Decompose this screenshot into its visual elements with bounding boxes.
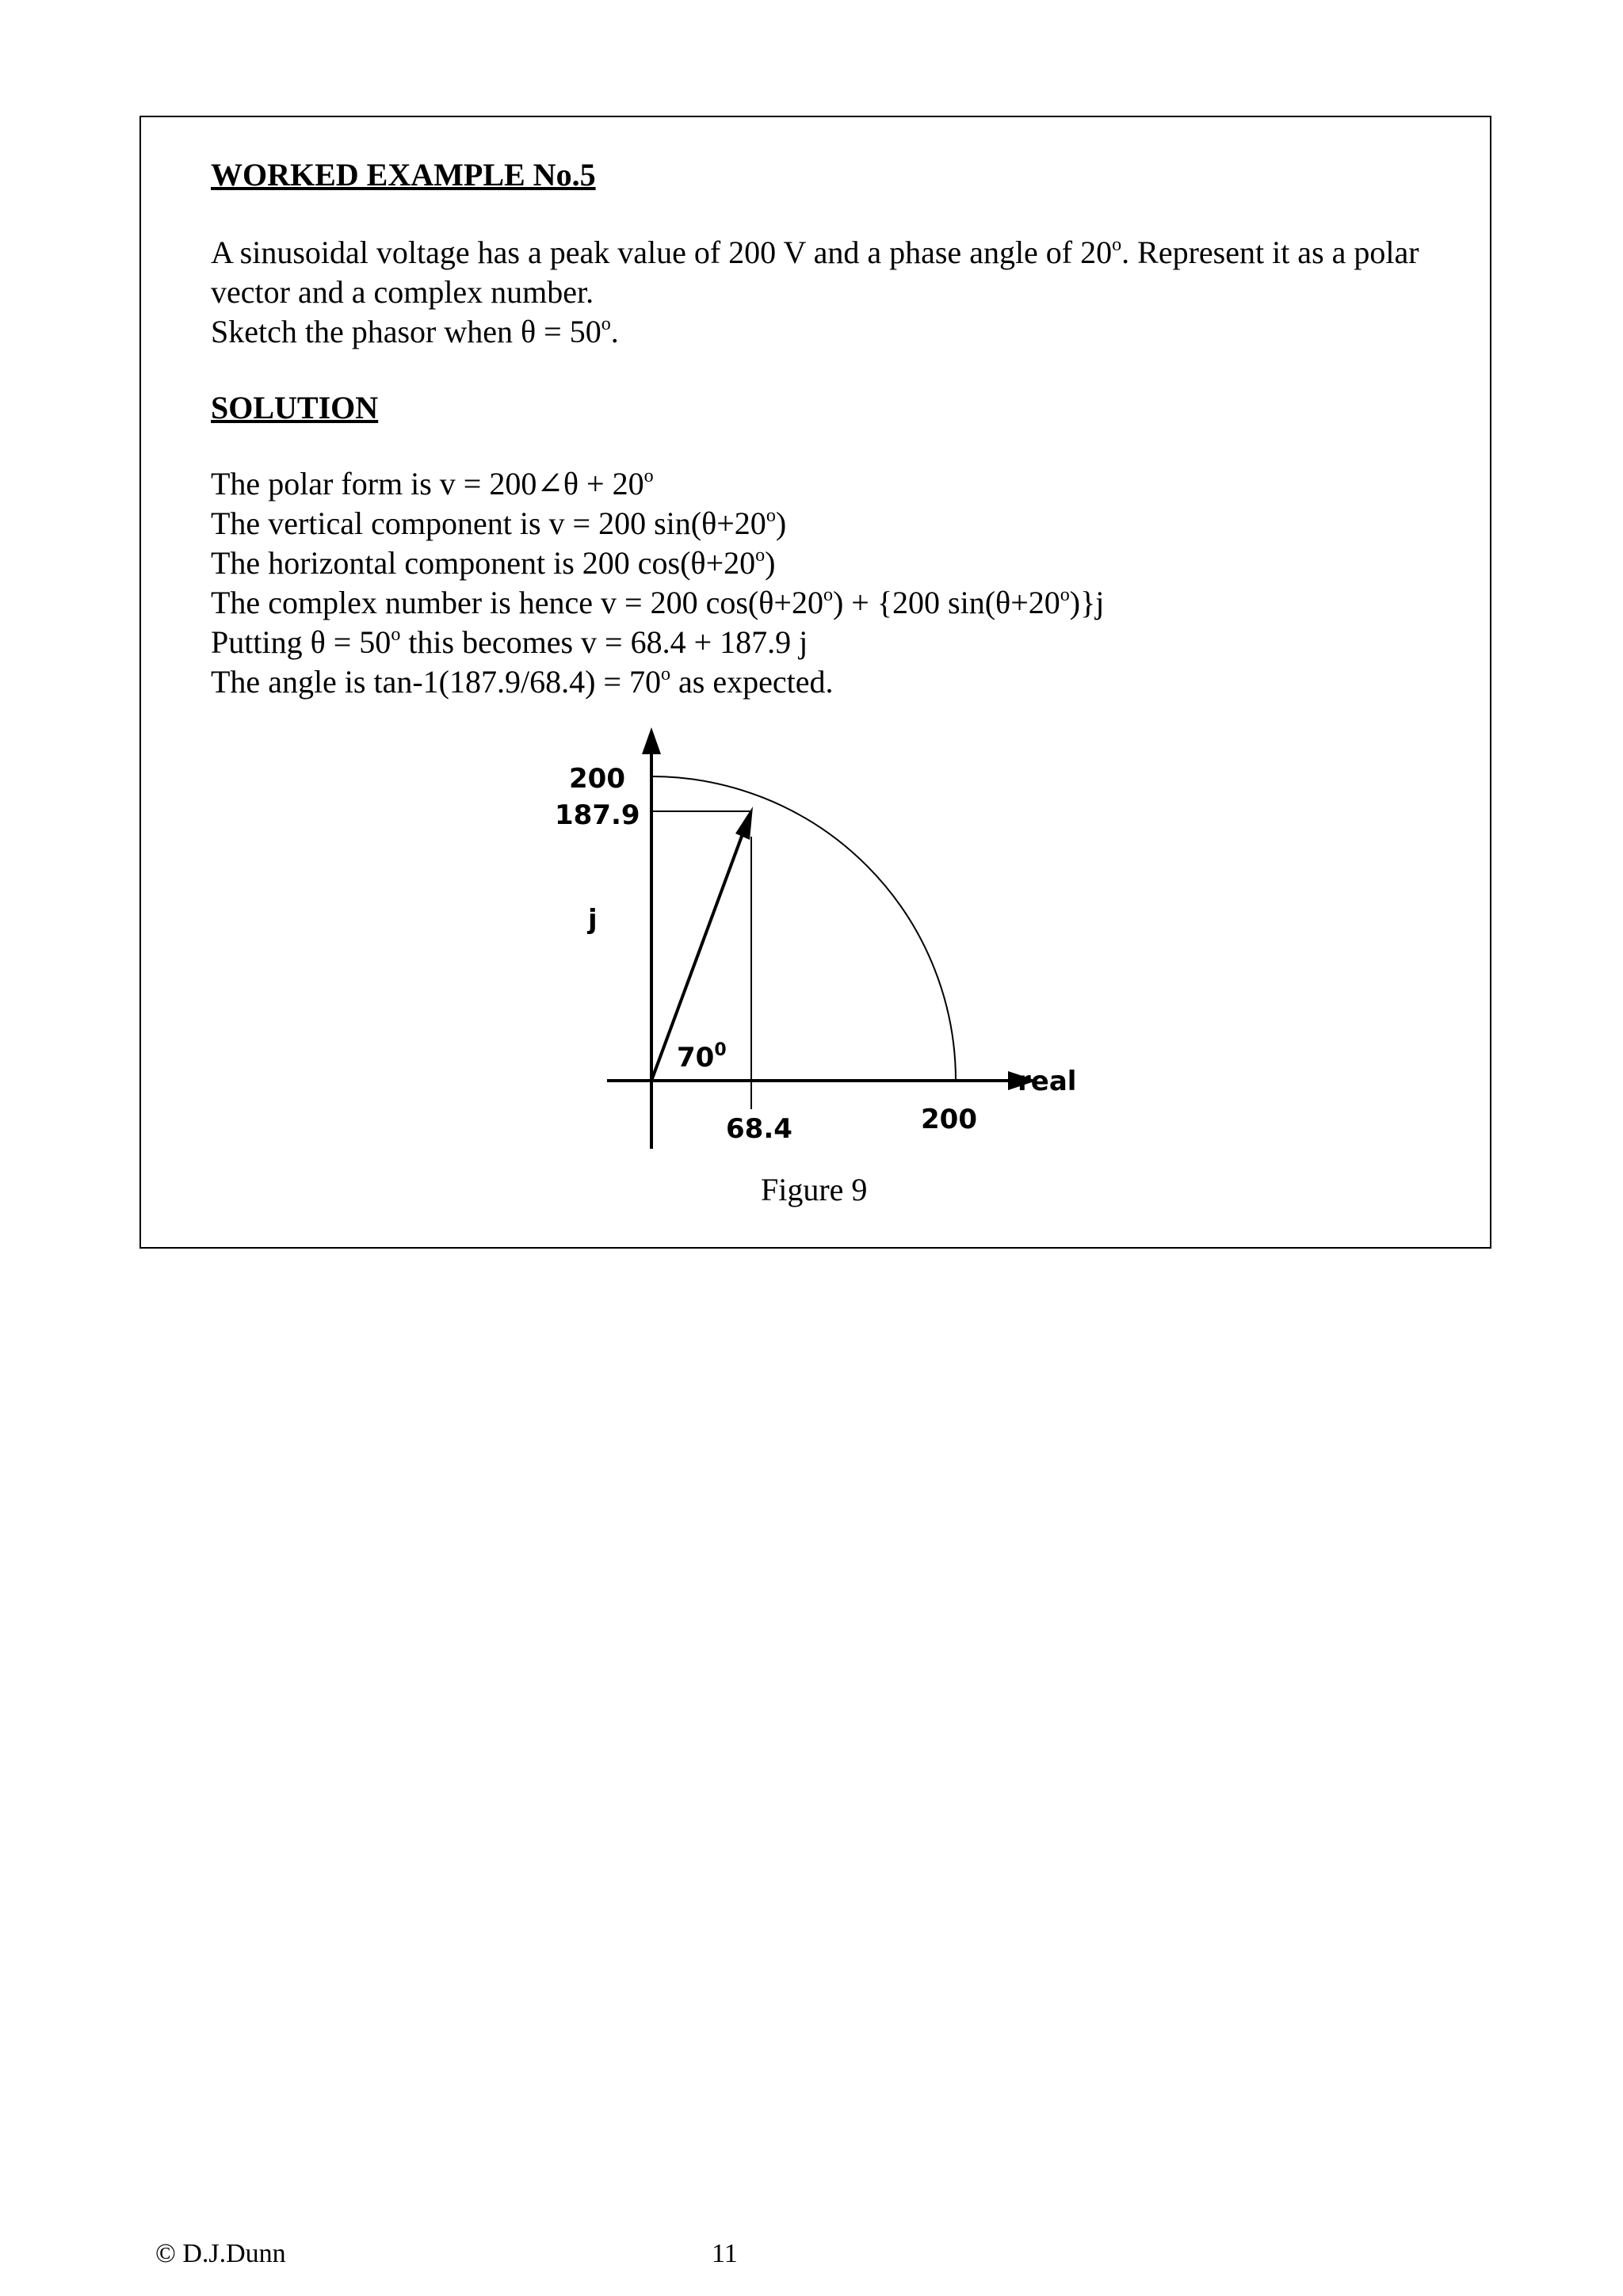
example-heading: WORKED EXAMPLE No.5 <box>211 157 596 193</box>
example-content <box>211 155 1495 702</box>
solution-line-2: The vertical component is v = 200 $\sin(\theta+20^o)$ <box>211 505 787 541</box>
solution-line-4: The complex number is hence v = 200 $\cos(\theta+20^o) + \{200$ $\sin(\theta+20^o)\}j$ <box>211 585 1105 620</box>
figure-caption: Figure 9 <box>761 1172 868 1207</box>
page-number: 11 <box>712 2239 738 2268</box>
label-j: j <box>588 904 598 936</box>
solution-line-1: The polar form is v = 200∠θ + $20^o$ <box>211 466 654 502</box>
label-y-value: 187.9 <box>555 799 640 831</box>
solution-line-6: The angle is $\tan-1(187.9/68.4) = 70^o$ as expected. <box>211 664 834 700</box>
solution-line-3: The horizontal component is 200 $\cos(\theta+20^o)$ <box>211 545 776 581</box>
solution-heading: SOLUTION <box>211 390 379 425</box>
copyright: © D.J.Dunn <box>155 2239 286 2268</box>
label-x-max: 200 <box>921 1104 977 1135</box>
quarter-circle-arc <box>651 776 956 1081</box>
label-y-max: 200 <box>569 763 625 795</box>
label-x-value: 68.4 <box>726 1113 792 1145</box>
phasor-diagram <box>536 705 1100 1177</box>
problem-line-2: vector and a complex number. <box>211 274 594 310</box>
vertical-axis-arrowhead <box>642 727 661 754</box>
problem-line-1: A sinusoidal voltage has a peak value of 200 V and a phase angle of 20$^o$. Represent it as a polar <box>211 235 1419 270</box>
label-real: real <box>1018 1066 1077 1097</box>
problem-line-3: Sketch the phasor when $\theta = 50^o$. <box>211 314 619 349</box>
label-angle: $70^0$ <box>677 1040 727 1074</box>
solution-line-5: Putting $\theta = 50^o$ this becomes v = 68.4 + 187.9 j <box>211 624 808 660</box>
